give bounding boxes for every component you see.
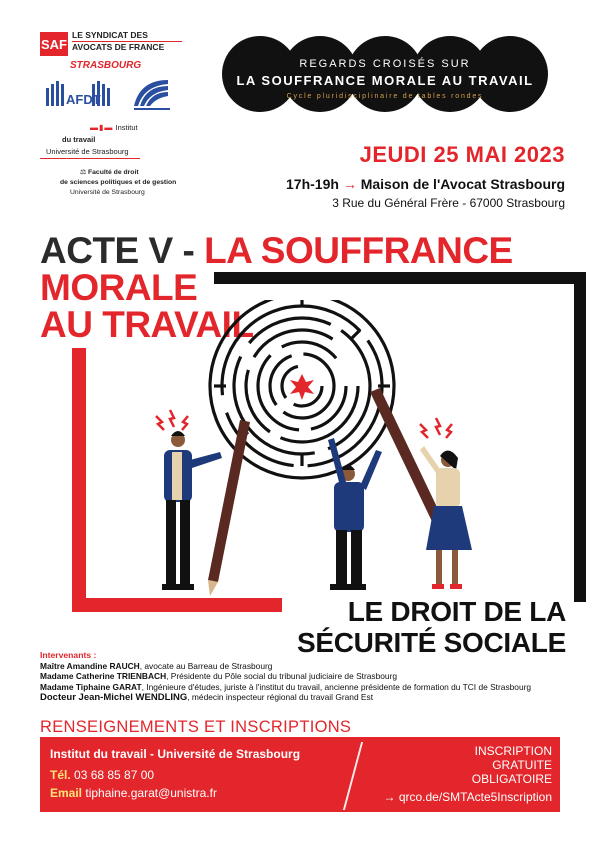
banner-line2: LA SOUFFRANCE MORALE AU TRAVAIL [236, 73, 534, 88]
phone-label: Tél. [50, 768, 71, 782]
institut-du-travail: du travail [62, 135, 96, 144]
title-red2: MORALE [40, 267, 198, 308]
institut-logo [40, 122, 140, 162]
speakers-heading: Intervenants : [40, 650, 97, 660]
afdt-text: AFDT [66, 92, 101, 107]
institut-university: Université de Strasbourg [40, 146, 140, 159]
title-red1: LA SOUFFRANCE [204, 230, 513, 271]
faculte-line2: de sciences politiques et de gestion [60, 179, 177, 186]
registration-line1: INSCRIPTION [474, 744, 552, 758]
institut-name-b: tut [129, 123, 138, 132]
email-link[interactable]: tiphaine.garat@unistra.fr [85, 786, 217, 800]
saf-badge-text: SAF [41, 36, 67, 52]
registration-line2: GRATUITE [492, 758, 552, 772]
institut-mark-icon: ▬▮▬ [90, 123, 114, 132]
registration-link[interactable]: qrco.de/SMTActe5Inscription [398, 790, 552, 804]
speaker-name: Maître Amandine RAUCH [40, 660, 140, 671]
event-time-place [220, 176, 565, 192]
institut-name-a: Insti [115, 123, 130, 132]
speaker-item [40, 682, 560, 693]
registration-url[interactable] [340, 790, 552, 804]
arrow-right-icon: → [342, 176, 357, 192]
speaker-name: Madame Catherine TRIENBACH [40, 671, 167, 681]
event-address: 3 Rue du Général Frère - 67000 Strasbourg [332, 196, 565, 210]
person-right [420, 446, 472, 589]
stress-spark-icon [156, 410, 452, 438]
faculte-line1: Faculté de droit [87, 169, 139, 176]
speaker-item [40, 671, 560, 682]
subtitle [236, 596, 566, 658]
speaker-desc: , avocate au Barreau de Strasbourg [139, 660, 273, 671]
target-star-icon [290, 374, 314, 400]
banner-line1: REGARDS CROISÉS SUR [299, 58, 471, 70]
saf-city: STRASBOURG [70, 60, 142, 71]
maze-illustration [90, 300, 510, 600]
subtitle-line2: SÉCURITÉ SOCIALE [296, 627, 566, 658]
event-date: JEUDI 25 MAI 2023 [359, 142, 565, 167]
saf-line2: AVOCATS DE FRANCE [72, 42, 165, 52]
email-label: Email [50, 786, 83, 800]
arrow-right-icon: → [383, 790, 396, 804]
footer-email [50, 786, 217, 800]
speaker-desc: , médecin inspecteur régional du travail Grand Est [187, 692, 374, 702]
speaker-desc: , Ingénieure d'études, juriste à l'institut du travail, ancienne présidente de formation du TCI de Strasbourg [141, 681, 532, 692]
saf-name [72, 30, 182, 52]
speaker-item [40, 661, 560, 672]
pencil-icon-left [208, 420, 250, 596]
registration-note [420, 744, 552, 786]
footer-phone [50, 768, 154, 782]
speakers-list [40, 650, 560, 704]
partner-logo [130, 76, 174, 116]
faculte-logo [60, 168, 180, 198]
title-red3: AU TRAVAIL [40, 304, 254, 345]
scales-icon: ⚖ [80, 169, 87, 176]
event-time: 17h-19h [286, 176, 339, 192]
frame-black-right [574, 272, 586, 602]
speaker-name: Docteur Jean-Michel WENDLING [40, 692, 188, 703]
speaker-item [40, 692, 560, 704]
subtitle-line1: LE DROIT DE LA [347, 596, 566, 627]
saf-line1: LE SYNDICAT DES [72, 30, 182, 42]
speaker-name: Madame Tiphaine GARAT [40, 681, 142, 692]
frame-red-left [72, 348, 86, 610]
info-heading: RENSEIGNEMENTS ET INSCRIPTIONS [40, 718, 352, 736]
speaker-desc: , Présidente du Pôle social du tribunal judiciaire de Strasbourg [166, 671, 398, 681]
afdt-logo [44, 78, 122, 114]
faculte-line3: Université de Strasbourg [70, 189, 145, 196]
phone-number[interactable]: 03 68 85 87 00 [74, 768, 155, 782]
title-act: ACTE V - [40, 230, 205, 271]
banner-line3: Cycle pluridisciplinaire de tables rondes [286, 93, 484, 100]
footer-institution: Institut du travail - Université de Strasbourg [50, 747, 301, 761]
saf-logo [40, 32, 68, 56]
registration-line3: OBLIGATOIRE [471, 772, 552, 786]
event-place: Maison de l'Avocat Strasbourg [360, 176, 565, 192]
